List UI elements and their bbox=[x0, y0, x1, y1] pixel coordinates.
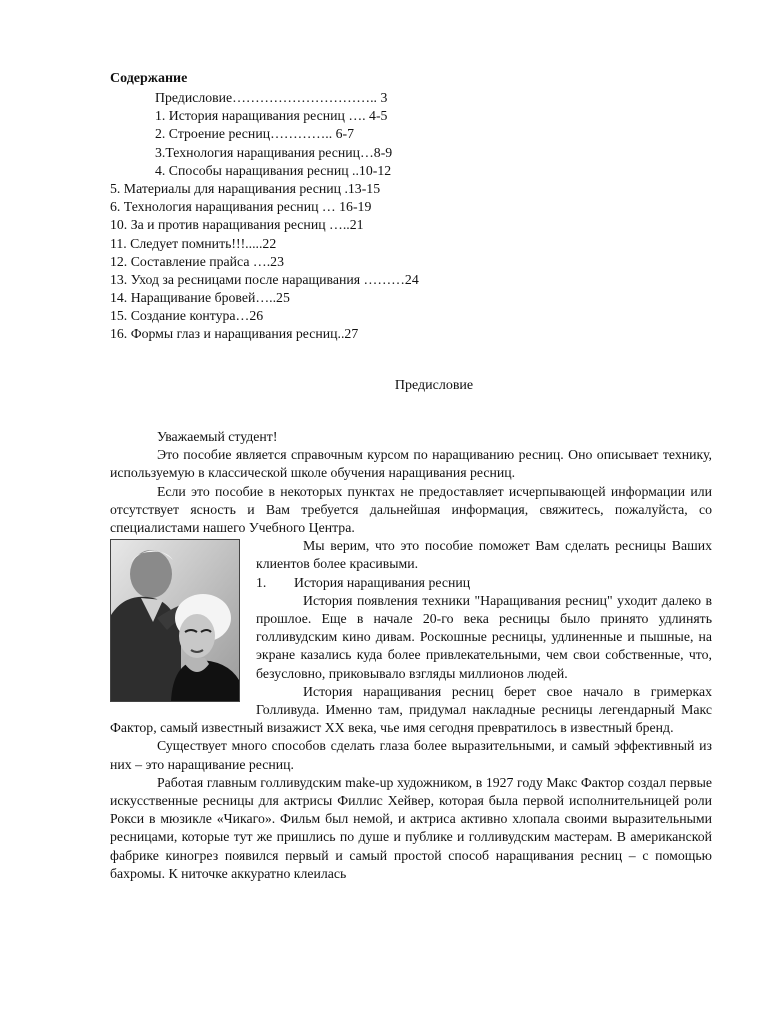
toc-item: 14. Наращивание бровей…..25 bbox=[110, 290, 290, 306]
paragraph: Это пособие является справочным курсом по наращиванию ресниц. Оно описывает технику, используемую в классической школе обучения наращивания ресниц. bbox=[110, 447, 712, 481]
toc-item: 15. Создание контура…26 bbox=[110, 308, 264, 324]
greeting: Уважаемый студент! bbox=[157, 429, 278, 444]
toc-heading: Содержание bbox=[110, 71, 188, 86]
paragraph: Существует много способов сделать глаза более выразительными, и самый эффективный из них – это наращивание ресниц. bbox=[110, 738, 712, 772]
paragraph: Если это пособие в некоторых пунктах не предоставляет исчерпывающей информации или отсутствует ясность и Вам требуется дальнейшая информация, свяжитесь, пожалуйста, со специалистами нашего Учебного Центра. bbox=[110, 483, 712, 536]
photo-image bbox=[111, 540, 239, 701]
toc-item: 5. Материалы для наращивания ресниц .13-15 bbox=[110, 180, 381, 196]
paragraph: История наращивания ресниц берет свое начало в гримерках Голливуда. Именно там, придумал накладные ресницы легендарный Макс Фактор, самый известный визажист XX века, чье имя сегодня превратилось в известный бренд. bbox=[110, 683, 712, 736]
toc-item: 10. За и против наращивания ресниц …..21 bbox=[110, 217, 364, 233]
paragraph: Работая главным голливудским make-up художником, в 1927 году Макс Фактор создал первые искусственные ресницы для актрисы Филлис Хейвер, которая была первой исполнительницей роли Рокси в мюзикле «Чикаго». Фильм был немой, и актриса активно хлопала своими выразительными ресницами, которые тут же пришлись по душе и публике и голливудским мастерам. В американской фабрике киногрез появился первый и самый простой способ наращивания ресниц – с помощью бахромы. К ниточке аккуратно клеилась bbox=[110, 774, 712, 881]
body-text bbox=[110, 428, 712, 883]
toc-item: 4. Способы наращивания ресниц ..10-12 bbox=[155, 162, 392, 178]
toc-item: 3.Технология наращивания ресниц…8-9 bbox=[155, 144, 393, 160]
table-of-contents bbox=[110, 89, 670, 344]
paragraph: История появления техники "Наращивания ресниц" уходит далеко в прошлое. Еще в начале 20-го века ресницы было принято удлинять голливудским кино дивам. Роскошные ресницы, удлиненные и пышные, на экране казались куда более привлекательными, чем свои собственные, что, безусловно, приковывало взгляды миллионов людей. bbox=[256, 592, 712, 681]
section-number: 1. bbox=[256, 574, 267, 590]
vintage-photo-makeup-artist bbox=[110, 539, 240, 702]
paragraph: Мы верим, что это пособие поможет Вам сделать ресницы Ваших клиентов более красивыми. bbox=[256, 538, 712, 572]
foreword-heading: Предисловие bbox=[394, 378, 474, 393]
section-title-text: История наращивания ресниц bbox=[294, 574, 471, 590]
toc-item: 12. Составление прайса ….23 bbox=[110, 253, 284, 269]
toc-item: 16. Формы глаз и наращивания ресниц..27 bbox=[110, 326, 359, 342]
toc-item: 6. Технология наращивания ресниц … 16-19 bbox=[110, 199, 372, 215]
toc-item: 11. Следует помнить!!!.....22 bbox=[110, 235, 277, 251]
toc-item: Предисловие………………………….. 3 bbox=[155, 90, 388, 105]
toc-item: 13. Уход за ресницами после наращивания ………24 bbox=[110, 271, 419, 287]
toc-item: 1. История наращивания ресниц …. 4-5 bbox=[155, 108, 388, 124]
toc-item: 2. Строение ресниц………….. 6-7 bbox=[155, 126, 355, 142]
